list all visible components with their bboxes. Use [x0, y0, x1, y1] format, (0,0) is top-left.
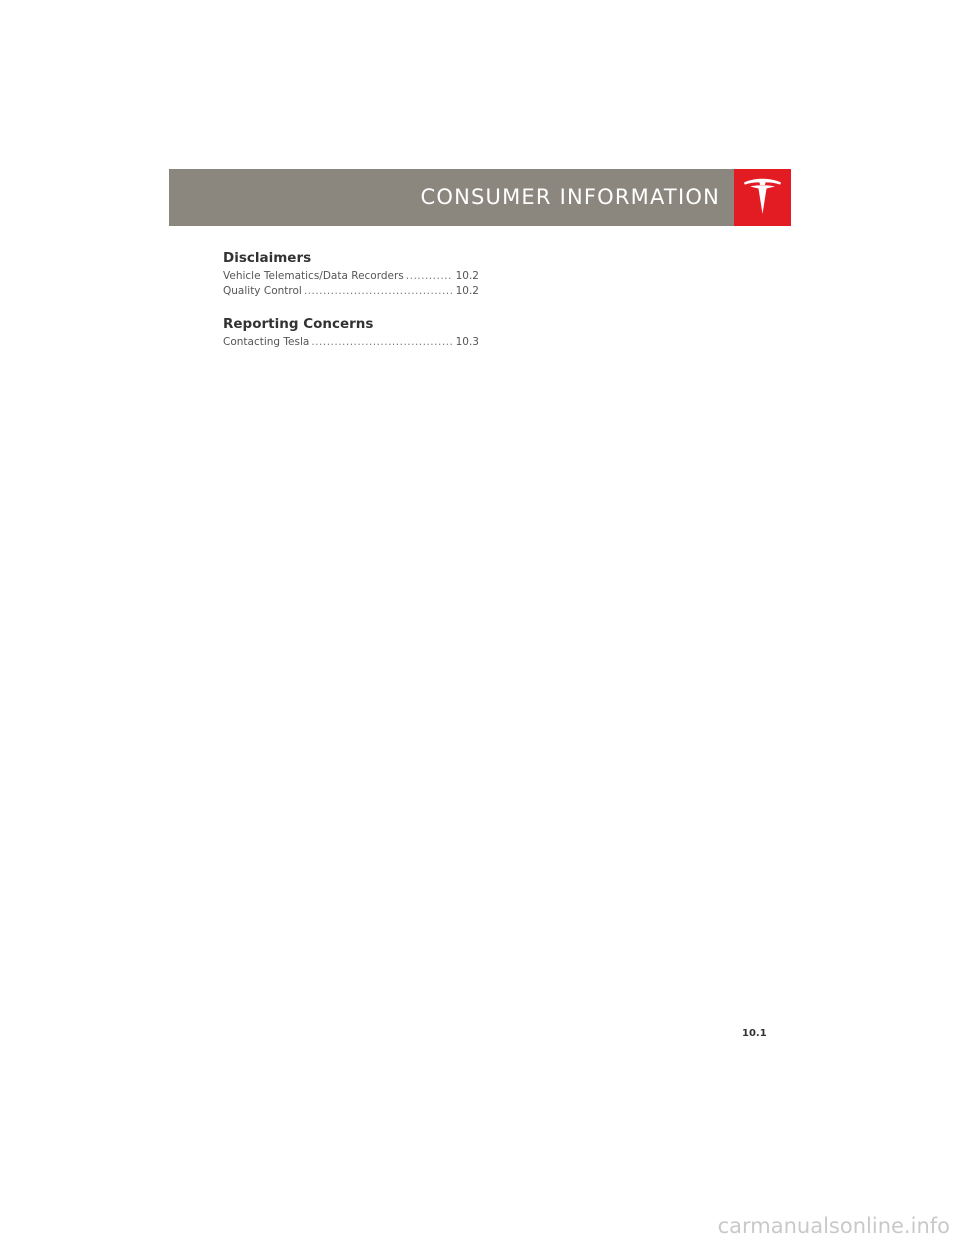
toc-entry[interactable]: [223, 284, 479, 299]
toc-entry-title: Vehicle Telematics/Data Recorders: [223, 270, 404, 282]
toc-entry[interactable]: [223, 335, 479, 350]
toc-entry-title: Quality Control: [223, 285, 302, 297]
section-heading: Disclaimers: [223, 250, 312, 266]
toc-entry[interactable]: [223, 269, 479, 284]
toc-entry-page: 10.2: [455, 285, 479, 297]
toc-section-disclaimers: [223, 249, 479, 299]
toc-entry-page: 10.3: [455, 336, 479, 348]
tesla-t-logo-icon: [734, 169, 791, 226]
toc-entry-title: Contacting Tesla: [223, 336, 310, 348]
chapter-title: CONSUMER INFORMATION: [420, 185, 720, 209]
toc-entry-page: 10.2: [455, 270, 479, 282]
dot-leader: [311, 335, 452, 350]
watermark: carmanualsonline.info: [717, 1214, 950, 1238]
section-heading: Reporting Concerns: [223, 316, 374, 332]
tesla-logo-box: [734, 169, 791, 226]
dot-leader: [304, 284, 453, 299]
toc-section-reporting-concerns: [223, 315, 479, 350]
page-number: 10.1: [742, 1028, 767, 1039]
dot-leader: [406, 269, 453, 284]
table-of-contents: [223, 249, 479, 350]
chapter-header-bar: [169, 169, 734, 226]
